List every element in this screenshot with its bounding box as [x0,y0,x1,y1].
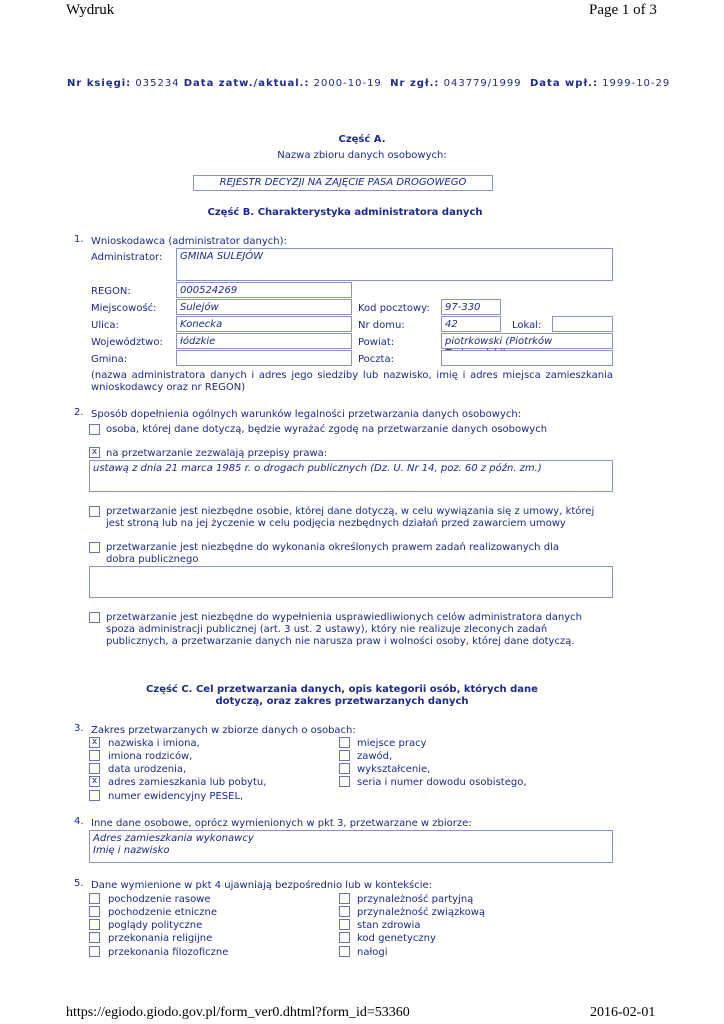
part-b-title: Część B. Charakterystyka administratora danych [207,207,483,218]
q1-number: 1. [74,234,84,245]
q5-left-1-text: pochodzenie etniczne [108,907,218,918]
data-wpl-value: 1999-10-29 [602,78,671,89]
poczta-field[interactable] [441,350,613,366]
q5-right-0-text: przynależność partyjną [357,894,474,905]
q5-left-1-checkbox[interactable] [89,906,100,917]
footer-date: 2016-02-01 [590,1005,656,1020]
q5-right-1-checkbox[interactable] [339,906,350,917]
page-number: Page 1 of 3 [589,2,657,18]
other-data-line-1: Adres zamieszkania wykonawcy [93,833,254,844]
legal-basis-field[interactable]: ustawą z dnia 21 marca 1985 r. o drogach publicznych (Dz. U. Nr 14, poz. 60 z późn. zm.) [89,460,613,492]
q3-left-0-checkbox[interactable]: x [89,737,100,748]
consent-text: osoba, której dane dotyczą, będzie wyrażać zgodę na przetwarzanie danych osobowych [106,424,548,435]
nr-domu-field[interactable]: 42 [441,316,501,332]
record-meta [67,78,670,89]
part-c-title-line2: dotyczą, oraz zakres przetwarzanych danych [215,696,469,707]
q5-right-1-text: przynależność związkową [357,907,486,918]
q4-number: 4. [74,816,84,827]
q3-left-0-text: nazwiska i imiona, [108,738,200,749]
data-wpl-label: Data wpł.: [529,78,598,89]
legitimate-interest-text: przetwarzanie jest niezbędne do wypełnienia usprawiedliwionych celów administratora danych spoza administracji publicznej (art. 3 ust. 2 ustawy), który nie realizuje zleconych zadań publicznych, a przetwarzanie danych nie narusza praw i wolności osoby, której dane dotyczą. [106,612,582,647]
q5-right-3-text: kod genetyczny [357,933,436,944]
q1-note: (nazwa administratora danych i adres jego siedziby lub nazwisko, imię i adres miejsca zamieszkania wnioskodawcy oraz nr REGON) [91,370,613,393]
q5-left-0-text: pochodzenie rasowe [108,894,211,905]
administrator-field[interactable]: GMINA SULEJÓW [176,248,613,281]
public-task-field[interactable] [89,566,613,598]
gmina-label: Gmina: [91,354,128,365]
q2-number: 2. [74,407,84,418]
q1-label: Wnioskodawca (administrator danych): [91,236,287,247]
q3-left-2-checkbox[interactable] [89,763,100,774]
powiat-field[interactable]: piotrkowski (Piotrków [441,333,613,349]
q3-left-4-text: numer ewidencyjny PESEL, [108,791,244,802]
legitimate-interest-checkbox[interactable] [89,612,100,623]
q3-right-1-checkbox[interactable] [339,750,350,761]
wojewodztwo-field[interactable]: łódzkie [176,333,352,349]
data-zatw-value: 2000-10-19 [313,78,382,89]
q5-label: Dane wymienione w pkt 4 ujawniają bezpośrednio lub w kontekście: [91,880,433,891]
nr-ksiegi-value: 035234 [135,78,180,89]
powiat-label: Powiat: [358,337,395,348]
q3-left-1-checkbox[interactable] [89,750,100,761]
ulica-field[interactable]: Konecka [176,316,352,332]
footer-url: https://egiodo.giodo.gov.pl/form_ver0.dhtml?form_id=53360 [66,1005,410,1020]
miejscowosc-field[interactable]: Sulejów [176,299,352,315]
q3-left-3-checkbox[interactable]: x [89,776,100,787]
miejscowosc-label: Miejscowość: [91,303,157,314]
q5-left-0-checkbox[interactable] [89,893,100,904]
q3-right-1-text: zawód, [357,751,393,762]
public-task-text: przetwarzanie jest niezbędne do wykonania określonych prawem zadań realizowanych dla dobra publicznego [106,542,559,565]
q5-left-2-text: poglądy polityczne [108,920,203,931]
q3-right-0-checkbox[interactable] [339,737,350,748]
q5-left-3-text: przekonania religijne [108,933,213,944]
q5-right-4-text: nałogi [357,947,388,958]
q5-right-3-checkbox[interactable] [339,932,350,943]
other-data-line-2: Imię i nazwisko [93,845,170,856]
part-a-title: Część A. [338,134,386,145]
q3-right-3-checkbox[interactable] [339,776,350,787]
legal-basis-checkbox[interactable]: x [89,447,100,458]
q5-right-2-checkbox[interactable] [339,919,350,930]
nr-zgl-label: Nr zgł.: [390,78,440,89]
dataset-name-field[interactable]: REJESTR DECYZJI NA ZAJĘCIE PASA DROGOWEGO [193,175,493,191]
q3-right-3-text: seria i numer dowodu osobistego, [357,777,527,788]
q5-right-2-text: stan zdrowia [357,920,421,931]
q3-left-3-text: adres zamieszkania lub pobytu, [108,777,267,788]
regon-field[interactable]: 000524269 [176,282,352,298]
consent-checkbox[interactable] [89,424,100,435]
data-zatw-label: Data zatw./aktual.: [183,78,310,89]
q3-right-2-checkbox[interactable] [339,763,350,774]
kod-pocztowy-label: Kod pocztowy: [358,303,430,314]
contract-text: przetwarzanie jest niezbędne osobie, której dane dotyczą, w celu wywiązania się z umowy, której jest stroną lub na jej życzenie w celu podjęcia nezbędnych działań przed zawarciem umowy [106,506,595,529]
contract-checkbox[interactable] [89,506,100,517]
q4-label: Inne dane osobowe, oprócz wymienionych w pkt 3, przetwarzane w zbiorze: [91,818,472,829]
print-header-title: Wydruk [66,2,115,18]
other-data-field[interactable] [89,830,613,863]
legal-basis-text: na przetwarzanie zezwalają przepisy prawa: [106,448,328,459]
q3-label: Zakres przetwarzanych w zbiorze danych o osobach: [91,725,356,736]
public-task-checkbox[interactable] [89,542,100,553]
poczta-label: Poczta: [358,354,394,365]
wojewodztwo-label: Województwo: [91,337,163,348]
q3-right-2-text: wykształcenie, [357,764,431,775]
part-a-subtitle: Nazwa zbioru danych osobowych: [277,150,447,161]
lokal-label: Lokal: [512,320,542,331]
gmina-field[interactable] [176,350,352,366]
kod-pocztowy-field[interactable]: 97-330 [441,299,501,315]
administrator-label: Administrator: [91,252,163,263]
regon-label: REGON: [91,286,131,297]
q2-label: Sposób dopełnienia ogólnych warunków legalności przetwarzania danych osobowych: [91,409,522,420]
q3-number: 3. [74,723,84,734]
q3-left-2-text: data urodzenia, [108,764,187,775]
q3-right-0-text: miejsce pracy [357,738,427,749]
part-c-title-line1: Część C. Cel przetwarzania danych, opis kategorii osób, których dane [146,684,538,695]
nr-ksiegi-label: Nr księgi: [67,78,132,89]
q5-left-4-text: przekonania filozoficzne [108,947,229,958]
nr-zgl-value: 043779/1999 [443,78,522,89]
q5-left-3-checkbox[interactable] [89,932,100,943]
q3-left-1-text: imiona rodziców, [108,751,193,762]
q5-right-4-checkbox[interactable] [339,946,350,957]
ulica-label: Ulica: [91,320,119,331]
q5-left-4-checkbox[interactable] [89,946,100,957]
nr-domu-label: Nr domu: [358,320,405,331]
q5-left-2-checkbox[interactable] [89,919,100,930]
lokal-field[interactable] [552,316,613,332]
q5-right-0-checkbox[interactable] [339,893,350,904]
q3-left-4-checkbox[interactable] [89,790,100,801]
q5-number: 5. [74,878,84,889]
